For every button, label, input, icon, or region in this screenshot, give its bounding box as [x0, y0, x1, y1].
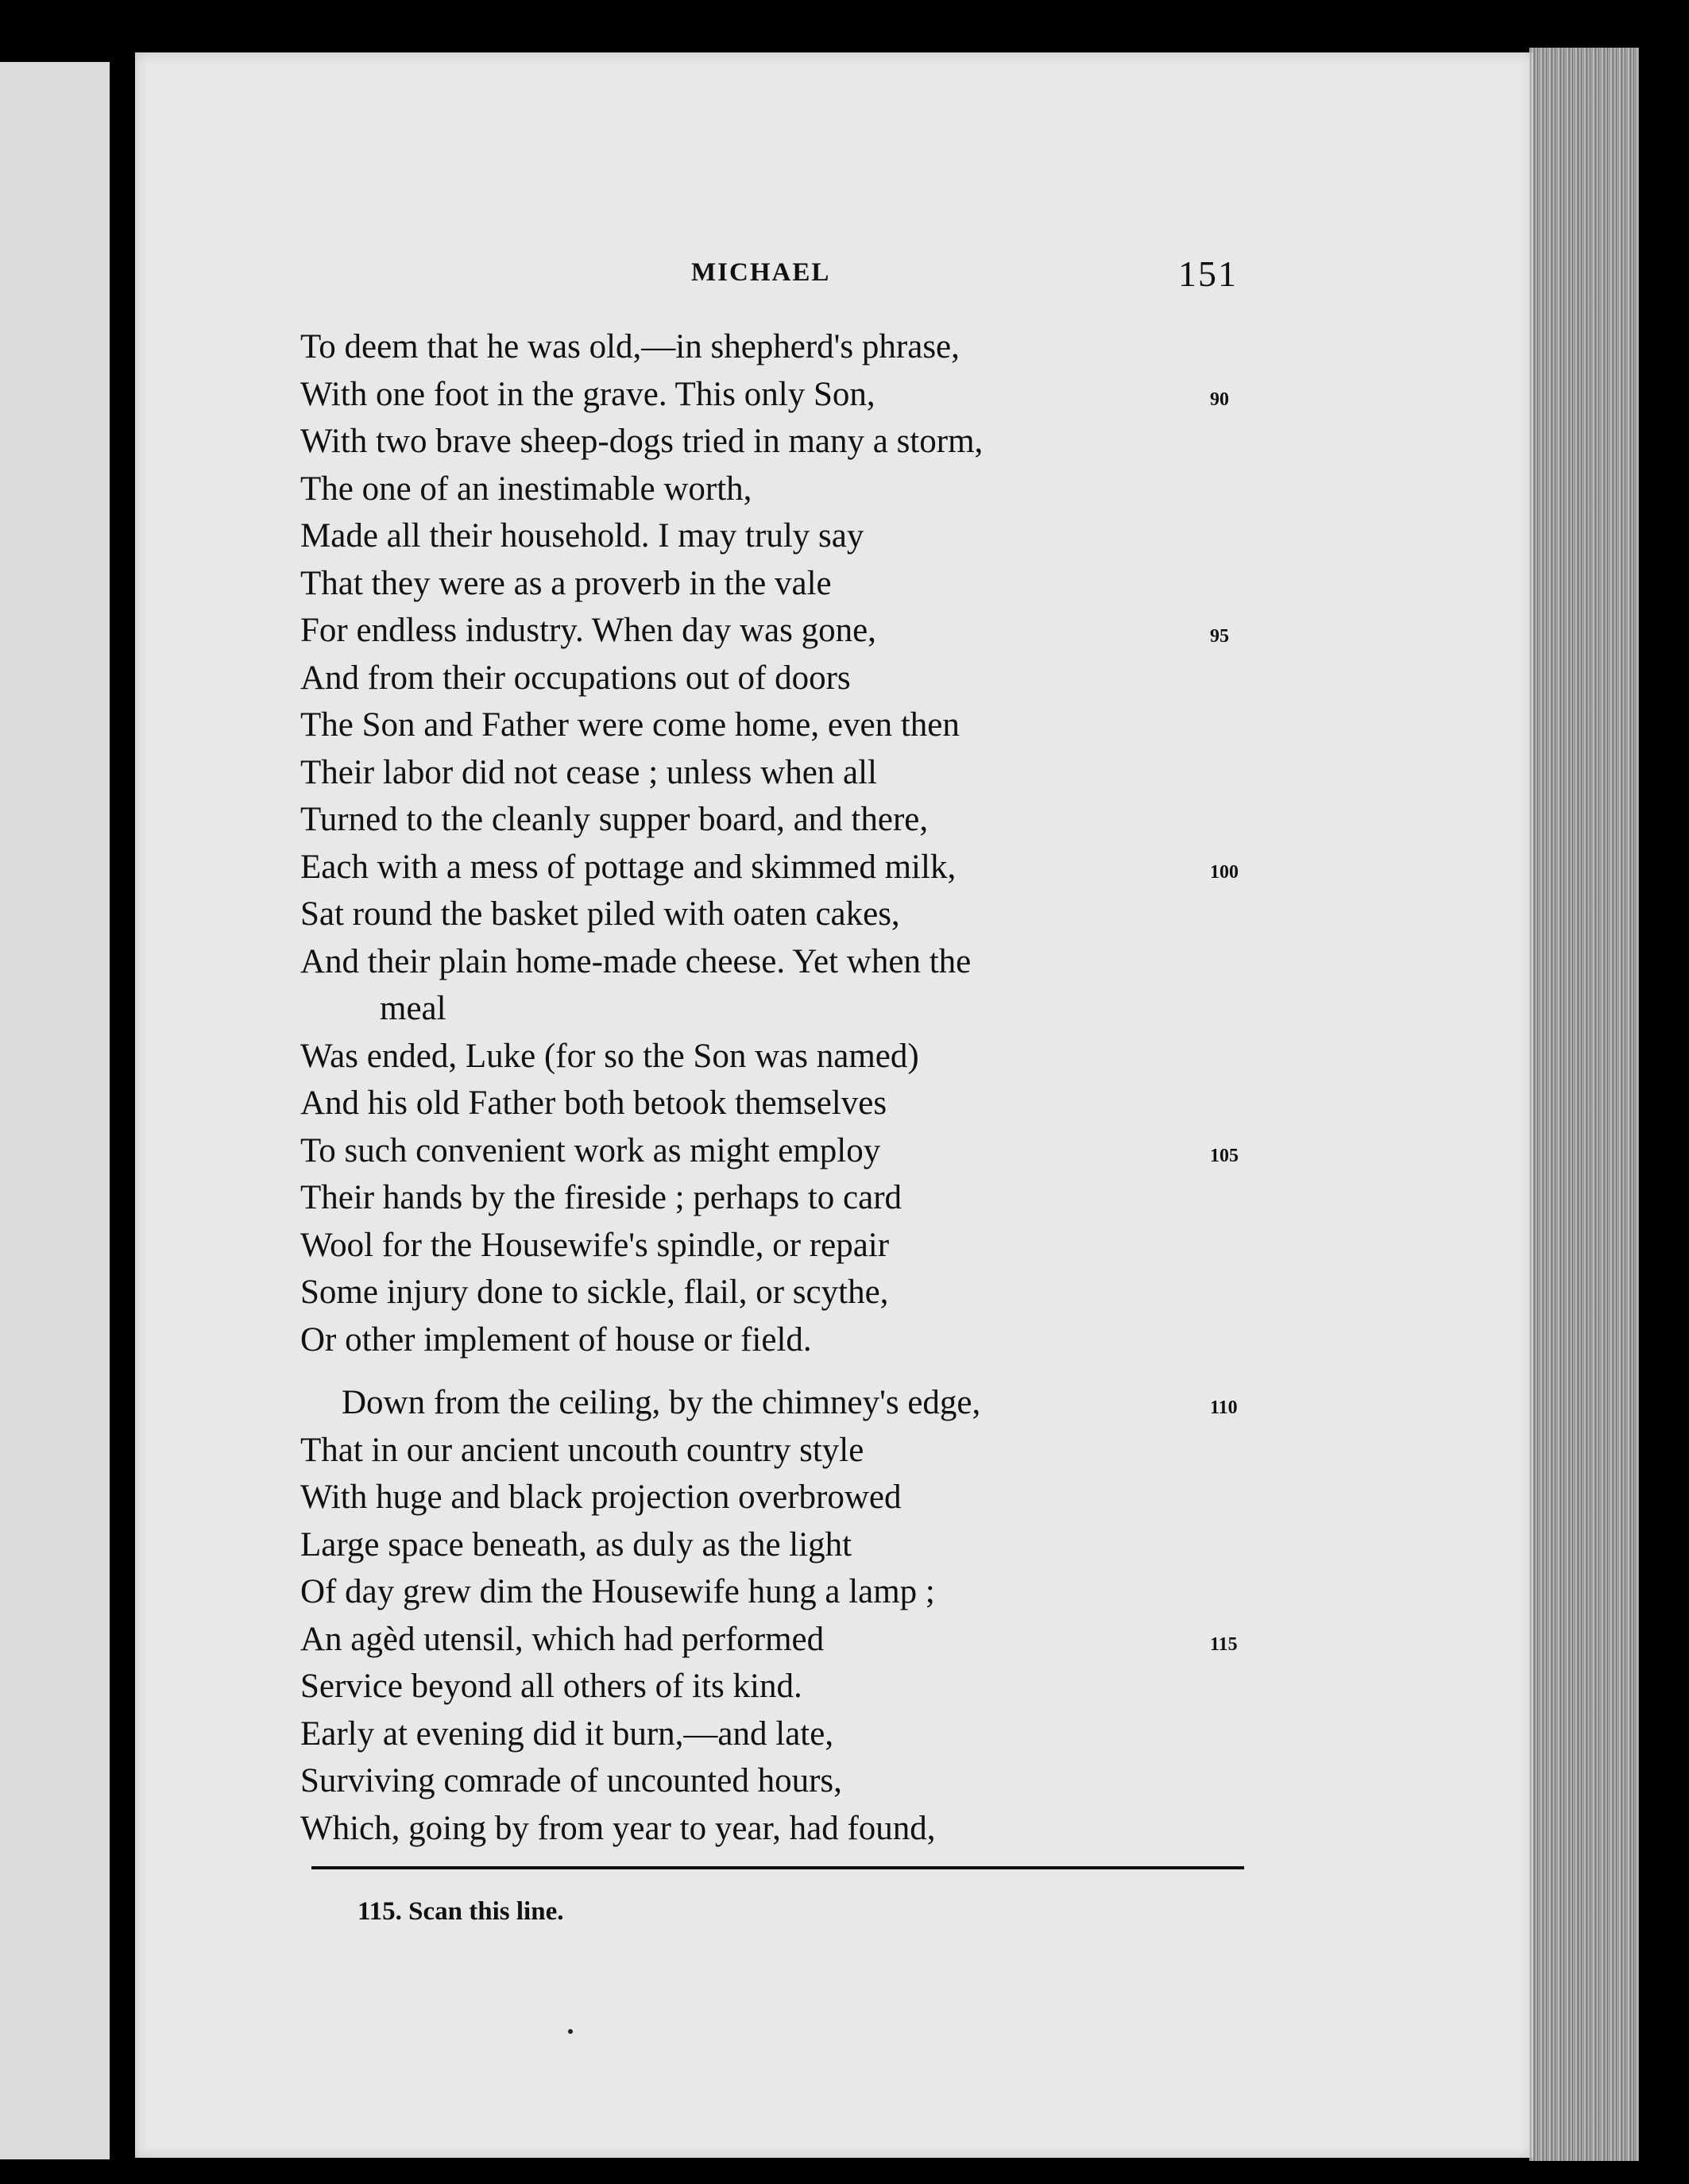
poem-line: To deem that he was old,—in shepherd's phrase, [300, 328, 960, 365]
poem-line: Surviving comrade of uncounted hours, [300, 1762, 842, 1799]
poem-line: That they were as a proverb in the vale [300, 565, 832, 602]
poem-line: And their plain home-made cheese. Yet when the [300, 943, 972, 980]
poem-line: That in our ancient uncouth country style [300, 1432, 864, 1469]
poem-line: Or other implement of house or field. [300, 1321, 812, 1359]
footnote-rule [311, 1866, 1244, 1869]
poem-line: An agèd utensil, which had performed [300, 1621, 825, 1658]
poem-line: Turned to the cleanly supper board, and there, [300, 801, 929, 838]
page-edges [1529, 48, 1639, 2161]
poem-line: Made all their household. I may truly say [300, 517, 864, 555]
line-number: 115 [1210, 1634, 1238, 1655]
page-number: 151 [1178, 253, 1238, 294]
running-header: MICHAEL [691, 258, 831, 287]
poem-line-indented: Down from the ceiling, by the chimney's edge, [342, 1384, 981, 1421]
poem-line: Each with a mess of pottage and skimmed milk, [300, 848, 957, 886]
facing-page-edge [0, 62, 110, 2159]
footnote: 115. Scan this line. [358, 1897, 564, 1926]
poem-line-continuation: meal [380, 990, 446, 1027]
poem-line: And from their occupations out of doors [300, 659, 851, 697]
poem-line: The Son and Father were come home, even then [300, 706, 960, 744]
poem-line: Wool for the Housewife's spindle, or repair [300, 1227, 890, 1264]
poem-line: And his old Father both betook themselves [300, 1084, 887, 1122]
line-number: 95 [1210, 626, 1229, 647]
poem-line: Was ended, Luke (for so the Son was named) [300, 1038, 919, 1075]
poem-line: With one foot in the grave. This only Son, [300, 376, 875, 413]
poem-line: For endless industry. When day was gone, [300, 612, 876, 649]
poem-line: Large space beneath, as duly as the light [300, 1526, 852, 1564]
poem-line: Of day grew dim the Housewife hung a lamp ; [300, 1573, 935, 1610]
poem-line: With huge and black projection overbrowed [300, 1479, 902, 1516]
poem-line: With two brave sheep-dogs tried in many a storm, [300, 423, 984, 460]
poem-line: To such convenient work as might employ [300, 1132, 881, 1169]
line-number: 90 [1210, 389, 1229, 410]
poem-line: Sat round the basket piled with oaten cakes, [300, 895, 900, 933]
poem-line: The one of an inestimable worth, [300, 470, 752, 508]
ink-speck [568, 2029, 573, 2034]
line-number: 110 [1210, 1397, 1238, 1418]
poem-line: Their labor did not cease ; unless when all [300, 754, 878, 791]
poem-line: Early at evening did it burn,—and late, [300, 1715, 834, 1753]
poem-line: Their hands by the fireside ; perhaps to card [300, 1179, 902, 1216]
poem-line: Service beyond all others of its kind. [300, 1668, 802, 1705]
poem-line: Some injury done to sickle, flail, or scythe, [300, 1274, 889, 1311]
line-number: 100 [1210, 862, 1239, 883]
poem-line: Which, going by from year to year, had found, [300, 1810, 936, 1847]
line-number: 105 [1210, 1146, 1239, 1166]
